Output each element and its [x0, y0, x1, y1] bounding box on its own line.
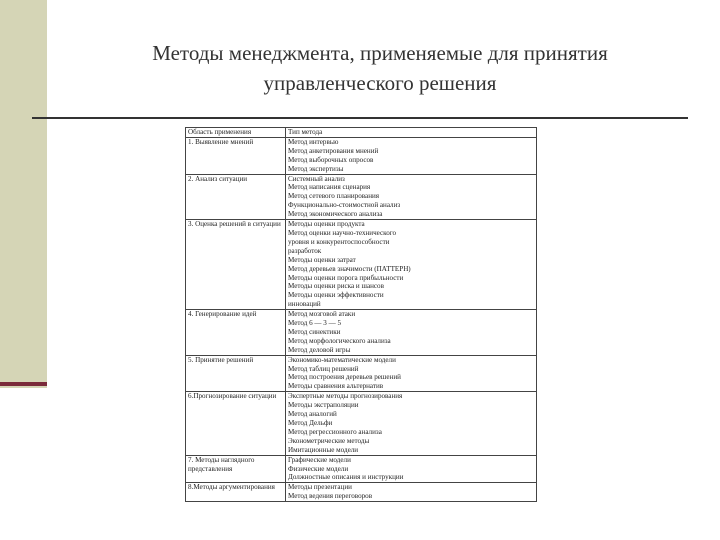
method-item: уровня и конкурентоспособности — [288, 237, 390, 246]
title-divider — [32, 117, 688, 119]
method-item: Метод регрессионного анализа — [288, 427, 382, 436]
table-header-row — [186, 128, 537, 138]
methods-cell — [286, 392, 537, 455]
area-label: 6.Прогнозирование ситуации — [188, 392, 277, 401]
method-item: Должностные описания и инструкции — [288, 473, 404, 482]
method-item: Метод интервью — [288, 137, 339, 146]
table-row — [186, 174, 537, 220]
methods-cell — [286, 455, 537, 483]
area-cell — [186, 220, 286, 310]
method-item: Метод экономического анализа — [288, 210, 383, 219]
method-item: разработок — [288, 246, 322, 255]
table-row — [186, 455, 537, 483]
header-method-cell: Тип метода — [286, 128, 537, 138]
method-item: Экспертные методы прогнозирования — [288, 392, 403, 401]
method-item: Системный анализ — [288, 174, 345, 183]
method-item: Метод Дельфи — [288, 419, 333, 427]
methods-cell — [286, 310, 537, 356]
area-label: 8.Методы аргументирования — [188, 483, 275, 492]
table-row — [186, 220, 537, 310]
table-row — [186, 137, 537, 174]
area-label: 1. Выявление мнений — [188, 137, 254, 146]
method-item: Методы презентации — [288, 483, 352, 492]
area-cell — [186, 392, 286, 455]
method-item: Метод 6 — 3 — 5 — [288, 319, 342, 328]
left-accent-line — [0, 382, 47, 386]
method-item: инноваций — [288, 300, 321, 309]
method-item: Метод сетевого планирования — [288, 192, 380, 201]
table-row — [186, 310, 537, 356]
method-item: Метод экспертизы — [288, 164, 344, 173]
method-item: Методы оценки продукта — [288, 220, 365, 229]
method-item: Методы оценки порога прибыльности — [288, 273, 404, 282]
table-row — [186, 483, 537, 502]
method-item: Метод аналогий — [288, 410, 337, 419]
method-item: Метод оценки научно-технического — [288, 228, 397, 237]
area-label: 5. Принятие решений — [188, 355, 254, 364]
area-cell — [186, 355, 286, 392]
method-item: Экономико-математические модели — [288, 355, 396, 364]
method-item: Метод анкетирования мнений — [288, 146, 379, 155]
method-item: Методы сравнения альтернатив — [288, 382, 384, 391]
method-item: Физические модели — [288, 464, 349, 473]
area-label: 3. Оценка решений в ситуации — [188, 220, 281, 229]
methods-cell — [286, 174, 537, 220]
method-item: Метод синектики — [288, 327, 341, 336]
area-label: 4. Генерирование идей — [188, 310, 257, 319]
left-accent-bar — [0, 0, 47, 388]
methods-cell — [286, 137, 537, 174]
methods-cell — [286, 355, 537, 392]
method-item: Имитационные модели — [288, 445, 359, 454]
title-line-1: Методы менеджмента, применяемые для принятия — [152, 41, 608, 65]
method-item: Методы экстраполяции — [288, 401, 359, 410]
method-item: Метод морфологического анализа — [288, 336, 391, 345]
header-area-cell: Область применения — [186, 128, 286, 138]
area-cell — [186, 455, 286, 483]
area-cell — [186, 137, 286, 174]
area-label: 2. Анализ ситуации — [188, 174, 248, 183]
method-item: Методы оценки затрат — [288, 255, 356, 264]
methods-cell — [286, 483, 537, 502]
method-item: Графические модели — [288, 455, 351, 464]
method-item: Метод таблиц решений — [288, 364, 359, 373]
method-item: Метод построения деревьев решений — [288, 373, 401, 382]
slide-title — [70, 38, 690, 98]
methods-cell — [286, 220, 537, 310]
area-cell — [186, 483, 286, 502]
method-item: Метод выборочных опросов — [288, 155, 374, 164]
method-item: Функционально-стоимостной анализ — [288, 201, 401, 210]
method-item: Методы оценки риска и шансов — [288, 282, 384, 291]
method-item: Эконометрические методы — [288, 436, 370, 445]
method-item: Метод деловой игры — [288, 345, 351, 354]
table-row — [186, 392, 537, 455]
area-label: 7. Методы наглядного представления — [188, 455, 255, 473]
method-item: Метод написания сценария — [288, 183, 371, 192]
title-line-2: управленческого решения — [263, 71, 497, 95]
table-row — [186, 355, 537, 392]
method-item: Методы оценки эффективности — [288, 291, 384, 300]
method-item: Метод мозговой атаки — [288, 310, 356, 319]
methods-table — [185, 127, 537, 502]
method-item: Метод ведения переговоров — [288, 492, 373, 501]
area-cell — [186, 310, 286, 356]
area-cell — [186, 174, 286, 220]
method-item: Метод деревьев значимости (ПАТТЕРН) — [288, 264, 411, 273]
